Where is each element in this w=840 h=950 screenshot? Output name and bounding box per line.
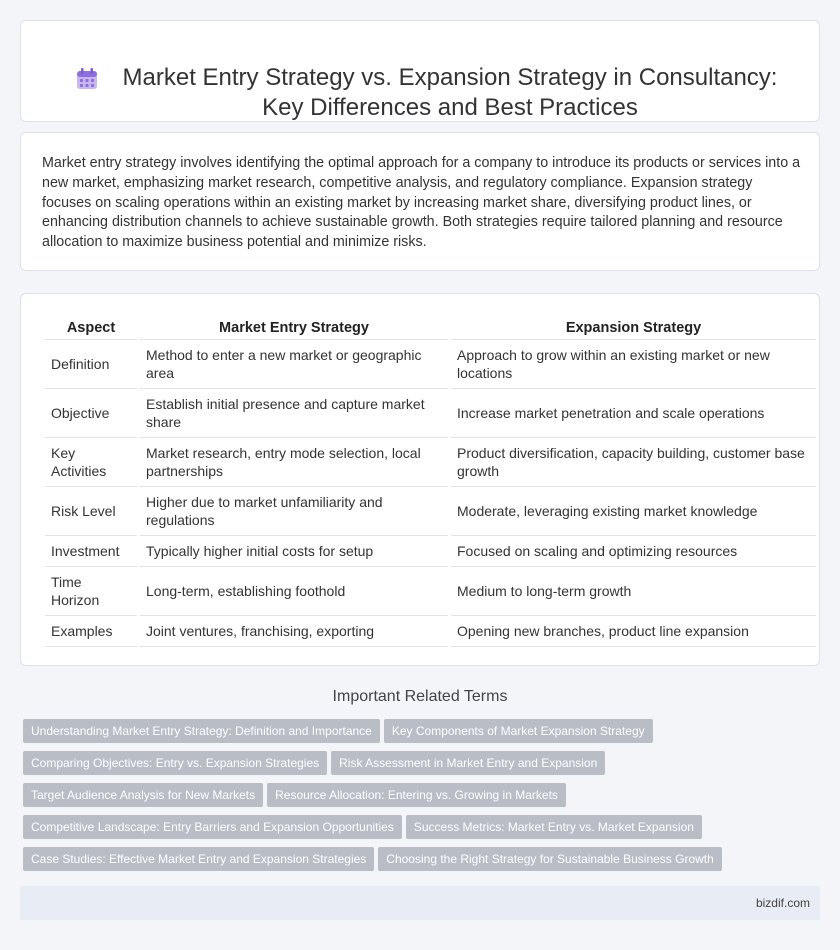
cell-entry: Typically higher initial costs for setup: [140, 536, 448, 567]
table-row: [45, 389, 816, 438]
table-row: [45, 567, 816, 616]
related-term-tag[interactable]: Comparing Objectives: Entry vs. Expansion Strategies: [23, 751, 327, 775]
title-card: [20, 20, 820, 122]
related-term-tag[interactable]: Risk Assessment in Market Entry and Expansion: [331, 751, 605, 775]
related-terms-list: [23, 719, 823, 879]
related-term-tag[interactable]: Success Metrics: Market Entry vs. Market Expansion: [406, 815, 702, 839]
cell-aspect: Key Activities: [45, 438, 137, 487]
cell-entry: Long-term, establishing foothold: [140, 567, 448, 616]
cell-expansion: Moderate, leveraging existing market knowledge: [451, 487, 816, 536]
table-row: [45, 340, 816, 389]
intro-paragraph: Market entry strategy involves identifying the optimal approach for a company to introduce its products or services into a new market, emphasizing market research, competitive analysis, and regulatory compliance. Expansion strategy focuses on scaling operations within an existing market by increasing market share, diversifying product lines, or enhancing distribution channels to achieve sustainable growth. Both strategies require tailored planning and resource allocation to maximize business potential and minimize risks.: [42, 155, 801, 251]
related-terms-title: Important Related Terms: [332, 688, 508, 705]
header-aspect: Aspect: [45, 314, 137, 340]
cell-aspect: Examples: [45, 616, 137, 647]
cell-aspect: Time Horizon: [45, 567, 137, 616]
cell-aspect: Risk Level: [45, 487, 137, 536]
header-market-entry: Market Entry Strategy: [140, 314, 448, 340]
related-term-tag[interactable]: Understanding Market Entry Strategy: Definition and Importance: [23, 719, 380, 743]
cell-entry: Method to enter a new market or geographic area: [140, 340, 448, 389]
cell-expansion: Approach to grow within an existing market or new locations: [451, 340, 816, 389]
comparison-table: [42, 314, 819, 647]
page-title: Market Entry Strategy vs. Expansion Strategy in Consultancy: Key Differences and Best Practices: [122, 64, 778, 121]
cell-aspect: Investment: [45, 536, 137, 567]
cell-expansion: Opening new branches, product line expansion: [451, 616, 816, 647]
related-term-tag[interactable]: Resource Allocation: Entering vs. Growing in Markets: [267, 783, 566, 807]
table-row: [45, 487, 816, 536]
cell-entry: Joint ventures, franchising, exporting: [140, 616, 448, 647]
table-row: [45, 438, 816, 487]
related-term-tag[interactable]: Choosing the Right Strategy for Sustainable Business Growth: [378, 847, 722, 871]
cell-expansion: Medium to long-term growth: [451, 567, 816, 616]
table-header-row: [45, 314, 816, 340]
footer: [20, 886, 820, 920]
cell-entry: Market research, entry mode selection, local partnerships: [140, 438, 448, 487]
cell-entry: Establish initial presence and capture market share: [140, 389, 448, 438]
intro-card: [20, 132, 820, 271]
table-row: [45, 616, 816, 647]
cell-entry: Higher due to market unfamiliarity and regulations: [140, 487, 448, 536]
related-term-tag[interactable]: Case Studies: Effective Market Entry and Expansion Strategies: [23, 847, 374, 871]
cell-aspect: Definition: [45, 340, 137, 389]
header-expansion: Expansion Strategy: [451, 314, 816, 340]
cell-expansion: Focused on scaling and optimizing resources: [451, 536, 816, 567]
comparison-table-card: [20, 293, 820, 666]
footer-site-link[interactable]: bizdif.com: [755, 896, 810, 910]
cell-expansion: Product diversification, capacity building, customer base growth: [451, 438, 816, 487]
table-row: [45, 536, 816, 567]
related-term-tag[interactable]: Key Components of Market Expansion Strategy: [384, 719, 653, 743]
cell-expansion: Increase market penetration and scale operations: [451, 389, 816, 438]
related-term-tag[interactable]: Competitive Landscape: Entry Barriers and Expansion Opportunities: [23, 815, 402, 839]
related-term-tag[interactable]: Target Audience Analysis for New Markets: [23, 783, 263, 807]
calendar-icon: [75, 67, 99, 91]
cell-aspect: Objective: [45, 389, 137, 438]
